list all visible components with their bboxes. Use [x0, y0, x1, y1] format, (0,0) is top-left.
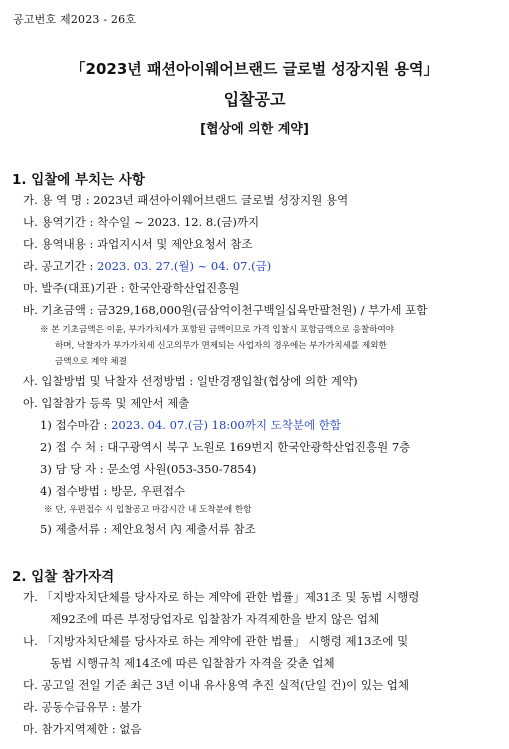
- item-service-name: 가. 용 역 명 : 2023년 패션아이웨어브랜드 글로벌 성장지원 용역: [23, 193, 349, 207]
- base-amount-note-2: 하며, 낙찰자가 부가가치세 신고의무가 면제되는 사업자의 경우에는 부가가치세를 제외한: [55, 341, 387, 351]
- item-reception-place: 2) 접 수 처 : 대구광역시 북구 노원로 169번지 한국안광학산업진흥원 7층: [40, 440, 411, 454]
- item-documents: 5) 제출서류 : 제안요청서 內 제출서류 참조: [40, 522, 256, 536]
- qualification-region: 마. 참가지역제한 : 없음: [23, 722, 142, 736]
- item-notice-period: [23, 258, 271, 274]
- document-title: 입찰공고: [223, 90, 286, 109]
- item-registration: 아. 입찰참가 등록 및 제안서 제출: [23, 396, 190, 410]
- qualification-joint-bid: 라. 공동수급유무 : 불가: [23, 700, 142, 714]
- section2-heading: 2. 입찰 참가자격: [12, 569, 115, 585]
- project-title: 「2023년 패션아이웨어브랜드 글로벌 성장지원 용역」: [70, 60, 439, 78]
- qualification-da: 다. 공고일 전일 기준 최근 3년 이내 유사용역 추진 실적(단일 건)이 있는 업체: [23, 678, 409, 692]
- notice-period-label: 라. 공고기간 :: [23, 259, 98, 273]
- item-bid-method: 사. 입찰방법 및 낙찰자 선정방법 : 일반경쟁입찰(협상에 의한 계약): [23, 374, 358, 388]
- item-contact-person: 3) 담 당 자 : 문소영 사원(053-350-7854): [40, 462, 257, 476]
- contract-type-title: [협상에 의한 계약]: [200, 122, 309, 137]
- item-ordering-agency: 마. 발주(대표)기관 : 한국안광학산업진흥원: [23, 281, 240, 295]
- qualification-na-line1: 나. 「지방자치단체를 당사자로 하는 계약에 관한 법률」 시행령 제13조에 및: [23, 634, 409, 648]
- qualification-na-line2: 동법 시행규칙 제14조에 따른 입찰참가 자격을 갖춘 업체: [50, 656, 335, 670]
- deadline-label: 1) 접수마감 :: [40, 418, 112, 432]
- item-submission-method: 4) 접수방법 : 방문, 우편접수: [40, 484, 186, 498]
- deadline-value: 2023. 04. 07.(금) 18:00까지 도착분에 한함: [111, 418, 341, 432]
- item-deadline: [40, 417, 341, 433]
- section1-heading: 1. 입찰에 부치는 사항: [12, 172, 145, 188]
- submission-note: ※ 단, 우편접수 시 입찰공고 마감시간 내 도착분에 한함: [44, 505, 252, 515]
- notice-number: 공고번호 제2023 - 26호: [13, 13, 137, 26]
- base-amount-note-3: 금액으로 계약 체결: [55, 357, 127, 367]
- qualification-ga-line2: 제92조에 따른 부정당업자로 입찰참가 자격제한을 받지 않은 업체: [50, 612, 380, 626]
- qualification-ga-line1: 가. 「지방자치단체를 당사자로 하는 계약에 관한 법률」제31조 및 동법 시행령: [23, 590, 420, 604]
- item-service-period: 나. 용역기간 : 착수일 ~ 2023. 12. 8.(금)까지: [23, 215, 260, 229]
- notice-period-value: 2023. 03. 27.(월) ~ 04. 07.(금): [97, 259, 272, 273]
- item-service-content: 다. 용역내용 : 과업지시서 및 제안요청서 참조: [23, 237, 253, 251]
- base-amount-note-1: ※ 본 기초금액은 이윤, 부가가치세가 포함된 금액이므로 가격 입찰시 포함금액으로 응찰하여야: [40, 325, 395, 335]
- item-base-amount: 바. 기초금액 : 금329,168,000원(금삼억이천구백일십육만팔천원) / 부가세 포함: [23, 303, 428, 317]
